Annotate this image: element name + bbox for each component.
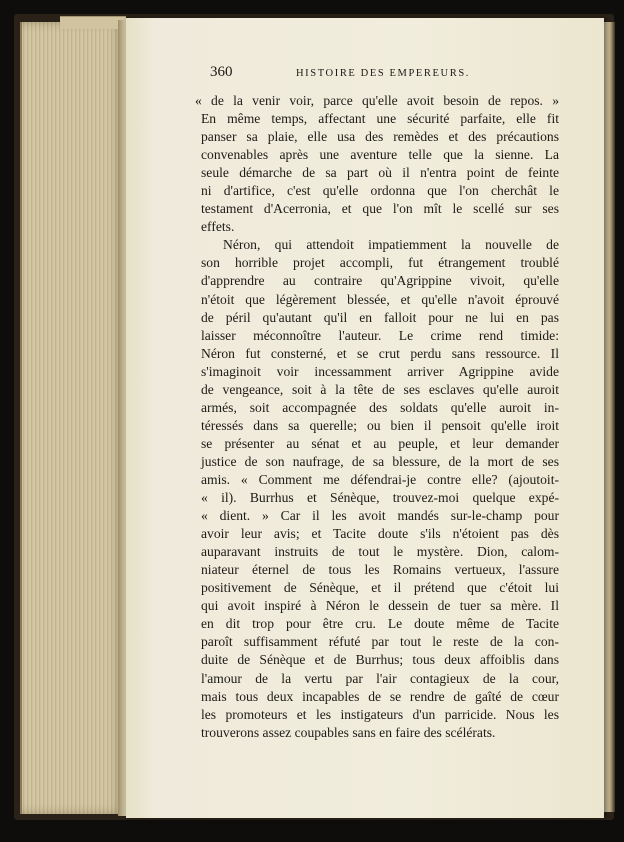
text-line: convenables après une aventure telle que la sienne. La: [201, 147, 559, 163]
text-line: son horrible projet accompli, fut étrangement troublé: [201, 255, 559, 271]
text-line: s'imaginoit voir incessamment arriver Agrippine avide: [201, 363, 559, 379]
running-title: HISTOIRE DES EMPEREURS.: [296, 68, 470, 79]
text-line: armés, soit accompagnée des soldats qu'elle auroit in-: [201, 399, 559, 415]
text-line: Néron, qui attendoit impatiemment la nouvelle de: [223, 237, 559, 253]
text-line: « de la venir voir, parce qu'elle avoit besoin de repos. »: [195, 93, 559, 108]
text-line: ni d'artifice, c'est qu'elle ordonna que l'on cherchât le: [201, 183, 559, 199]
text-line: « il). Burrhus et Sénèque, trouvez-moi quelque expé-: [201, 490, 559, 506]
text-line: auparavant instruits de tout le mystère. Dion, calom-: [201, 544, 559, 560]
text-line: avoir leur avis; et Tacite doute s'ils n'étoient pas dès: [201, 526, 559, 542]
text-line: l'amour de la vertu par l'air contagieux de la cour,: [201, 670, 559, 686]
text-line: testament d'Acerronia, et que l'on mît le scellé sur ses: [201, 201, 559, 217]
page-header: [210, 64, 570, 86]
text-line: justice de son naufrage, de sa blessure, de la mort de ses: [201, 453, 559, 469]
text-line: « dient. » Car il les avoit mandés sur-le-champ pour: [201, 508, 559, 524]
text-line: niateur éternel de tous les Romains vertueux, l'assure: [201, 562, 559, 578]
text-line: laisser méconnoître l'auteur. Le crime rend timide:: [201, 327, 559, 343]
text-line: seule démarche de sa part où il n'entra point de feinte: [201, 165, 559, 181]
text-line: panser sa plaie, elle usa des remèdes et des précautions: [201, 129, 559, 145]
text-line: d'apprendre au contraire qu'Agrippine vivoit, qu'elle: [201, 273, 559, 289]
text-line: amis. « Comment me défendrai-je contre elle? (ajoutoit-: [201, 471, 559, 487]
page-number: 360: [210, 64, 233, 80]
text-line: Néron fut consterné, et se crut perdu sans ressource. Il: [201, 345, 559, 361]
text-line: effets.: [201, 219, 235, 235]
next-page-edge: [603, 22, 615, 812]
text-line: en dit trop pour être cru. Le doute même de Tacite: [201, 616, 559, 632]
text-line: se présenter au sénat et au peuple, et leur demander: [201, 435, 559, 451]
text-line: mais tous deux incapables de se rendre de gaîté de cœur: [201, 688, 559, 704]
text-line: n'étoit que légèrement blessée, et qu'elle n'avoit éprouvé: [201, 291, 559, 307]
text-line: positivement de Sénèque, et il prétend que c'étoit lui: [201, 580, 559, 596]
text-line: de vengeance, soit à la tête de ses esclaves qu'elle auroit: [201, 381, 559, 397]
page-edges-top: [60, 16, 126, 29]
text-line: qui avoit inspiré à Néron le dessein de tuer sa mère. Il: [201, 598, 559, 614]
text-line: duite de Sénèque et de Burrhus; tous deux affoiblis dans: [201, 652, 559, 668]
page-edges: [20, 22, 126, 814]
text-line: les promoteurs et les instigateurs d'un parricide. Nous les: [201, 706, 559, 722]
text-line: En même temps, affectant une sécurité parfaite, elle fit: [201, 111, 559, 127]
text-line: trouverons assez coupables sans en faire des scélérats.: [201, 724, 496, 740]
text-line: de péril qu'autant qu'il en falloit pour ne lui en pas: [201, 309, 559, 325]
text-line: paroît suffisamment réfuté par tout le reste de la con-: [201, 634, 559, 650]
body-text: [195, 92, 559, 742]
text-line: téressés dans sa querelle; ou bien il pensoit qu'elle iroit: [201, 417, 559, 433]
